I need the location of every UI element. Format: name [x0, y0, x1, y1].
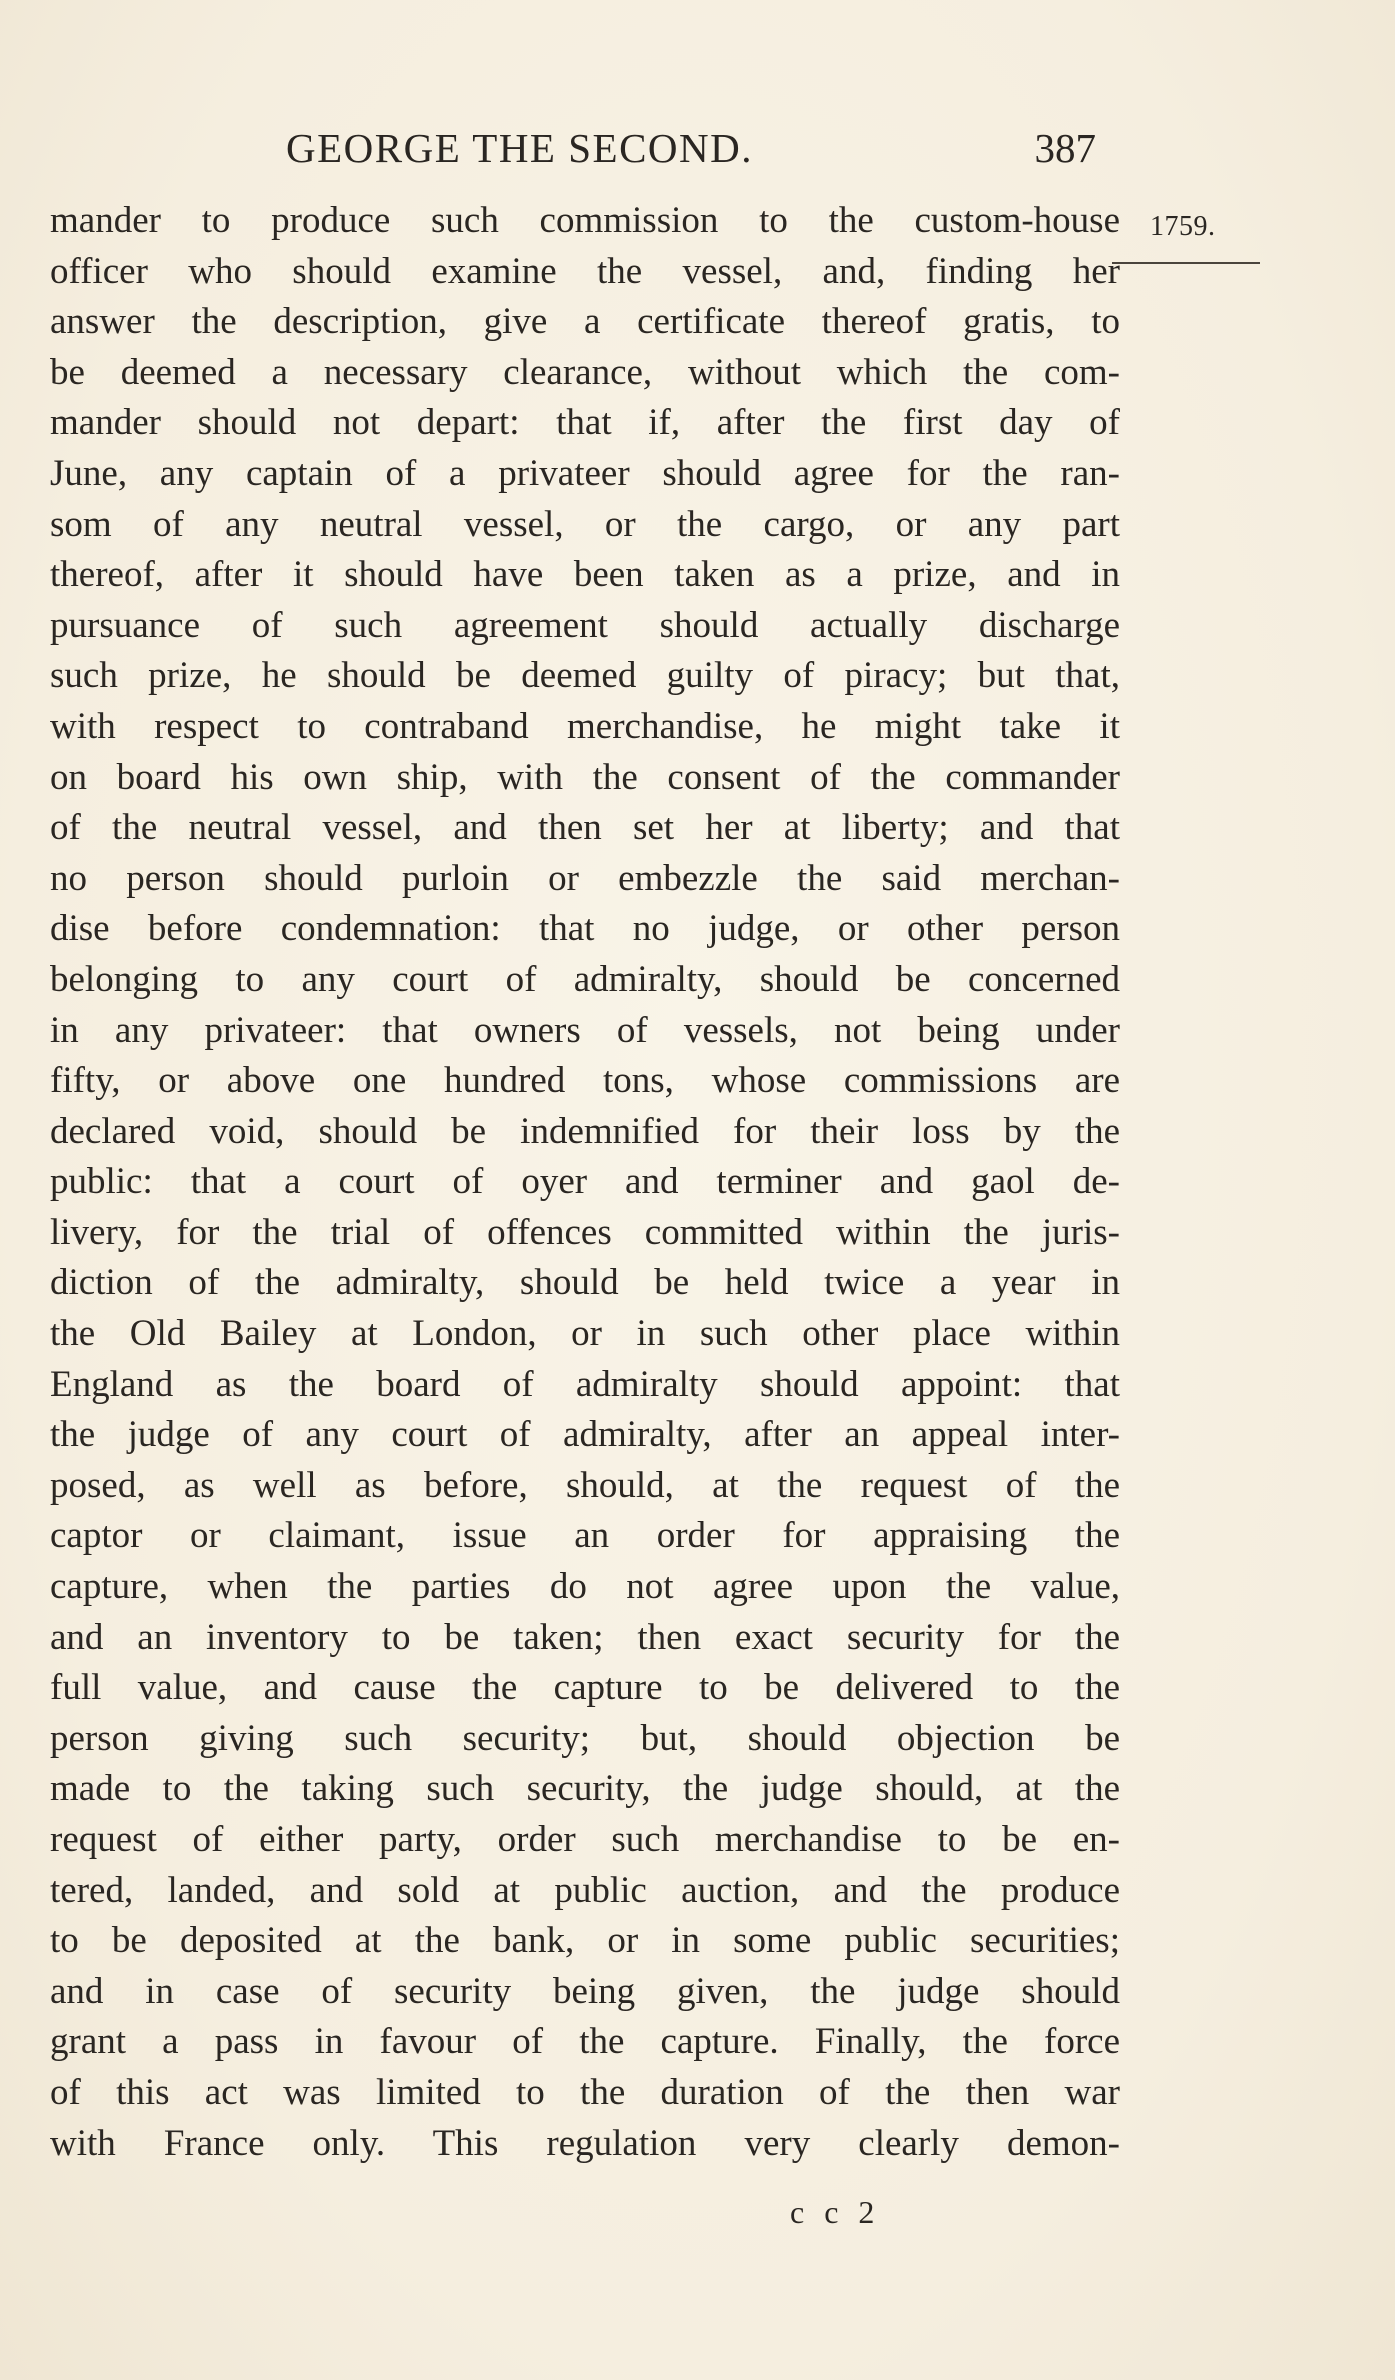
text-line: request of either party, order such merchandise to be en-	[50, 1819, 1120, 1860]
text-line: mander to produce such commission to the custom-house	[50, 200, 1120, 241]
text-line: England as the board of admiralty should appoint: that	[50, 1363, 1120, 1405]
text-line: on board his own ship, with the consent of the commander	[50, 756, 1120, 798]
text-line: full value, and cause the capture to be delivered to the	[50, 1667, 1120, 1709]
text-line: officer who should examine the vessel, and, finding her	[50, 250, 1120, 292]
running-head	[286, 118, 1096, 178]
text-line: fifty, or above one hundred tons, whose commissions are	[50, 1060, 1120, 1102]
margin-year-note: 1759.	[1150, 211, 1216, 242]
text-line: made to the taking such security, the judge should, at the	[50, 1768, 1120, 1810]
text-line: to be deposited at the bank, or in some public securities;	[50, 1920, 1120, 1962]
text-line: public: that a court of oyer and terminer and gaol de-	[50, 1161, 1120, 1203]
text-line: som of any neutral vessel, or the cargo, or any part	[50, 503, 1120, 545]
running-title: GEORGE THE SECOND.	[286, 125, 753, 171]
text-line: belonging to any court of admiralty, should be concerned	[50, 958, 1120, 1000]
text-line: mander should not depart: that if, after the first day of	[50, 402, 1120, 444]
text-line: diction of the admiralty, should be held twice a year in	[50, 1262, 1120, 1304]
text-line: person giving such security; but, should objection be	[50, 1717, 1120, 1759]
text-line: declared void, should be indemnified for their loss by the	[50, 1110, 1120, 1152]
text-line: posed, as well as before, should, at the request of the	[50, 1464, 1120, 1506]
text-line: and an inventory to be taken; then exact security for the	[50, 1616, 1120, 1658]
text-line: such prize, he should be deemed guilty of piracy; but that,	[50, 655, 1120, 697]
body-text	[50, 196, 1120, 2169]
text-line: thereof, after it should have been taken as a prize, and in	[50, 554, 1120, 596]
text-line: no person should purloin or embezzle the said merchan-	[50, 857, 1120, 899]
text-line: of this act was limited to the duration of the then war	[50, 2071, 1120, 2113]
text-line: June, any captain of a privateer should agree for the ran-	[50, 452, 1120, 494]
text-line: pursuance of such agreement should actually discharge	[50, 604, 1120, 646]
text-line: with respect to contraband merchandise, he might take it	[50, 705, 1120, 747]
text-line: dise before condemnation: that no judge, or other person	[50, 908, 1120, 950]
text-line: capture, when the parties do not agree upon the value,	[50, 1566, 1120, 1608]
text-line: the judge of any court of admiralty, after an appeal inter-	[50, 1414, 1120, 1456]
text-line: the Old Bailey at London, or in such other place within	[50, 1313, 1120, 1355]
signature-mark: c c 2	[790, 2194, 881, 2230]
text-line: be deemed a necessary clearance, without which the com-	[50, 351, 1120, 393]
text-line: tered, landed, and sold at public auction, and the produce	[50, 1869, 1120, 1911]
margin-rule	[1112, 262, 1260, 264]
text-line: of the neutral vessel, and then set her at liberty; and that	[50, 807, 1120, 849]
text-line: and in case of security being given, the judge should	[50, 1970, 1120, 2012]
text-line: grant a pass in favour of the capture. Finally, the force	[50, 2021, 1120, 2063]
page-number: 387	[1034, 125, 1096, 171]
text-line: livery, for the trial of offences committed within the juris-	[50, 1211, 1120, 1253]
text-line: answer the description, give a certificate thereof gratis, to	[50, 301, 1120, 343]
text-line: in any privateer: that owners of vessels, not being under	[50, 1009, 1120, 1051]
text-line: with France only. This regulation very clearly demon-	[50, 2122, 1120, 2164]
text-line: captor or claimant, issue an order for appraising the	[50, 1515, 1120, 1557]
